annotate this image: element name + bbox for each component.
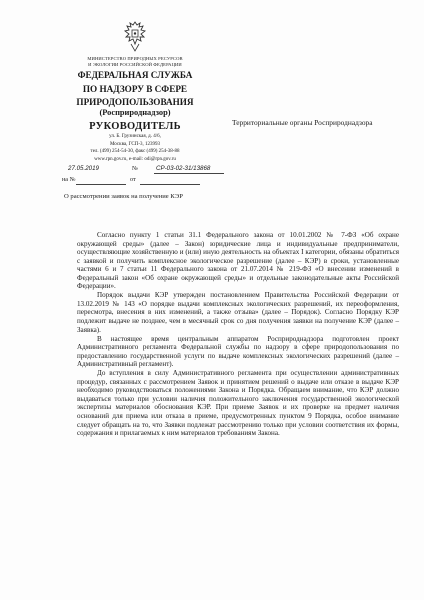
agency-short-name: (Росприроднадзор) bbox=[99, 107, 171, 117]
address-line: ул. Б. Грузинская, д. 4/6, bbox=[109, 133, 161, 139]
registration-line bbox=[68, 165, 228, 174]
recipient: Территориальные органы Росприроднадзора bbox=[232, 118, 373, 127]
phone-line: тел. (499) 254-54-30, факс (499) 254-38-88 bbox=[90, 149, 180, 155]
coat-of-arms-icon bbox=[122, 20, 148, 54]
underline bbox=[140, 184, 200, 185]
reference-from: от bbox=[130, 176, 136, 183]
letterhead bbox=[50, 20, 220, 163]
agency-name-line2: ПО НАДЗОРУ В СФЕРЕ bbox=[82, 83, 188, 94]
registration-date: 27.05.2019 bbox=[68, 165, 99, 172]
registration-number: СР-03-02-31/13868 bbox=[156, 165, 211, 172]
subject-line: О рассмотрении заявок на получение КЭР bbox=[64, 193, 183, 200]
underline bbox=[76, 184, 126, 185]
agency-name-line3: ПРИРОДОПОЛЬЗОВАНИЯ bbox=[76, 97, 194, 108]
agency-name-line1: ФЕДЕРАЛЬНАЯ СЛУЖБА bbox=[77, 70, 193, 80]
address-line: Москва, ГСП-3, 123993 bbox=[109, 141, 161, 147]
reference-prefix: на № bbox=[62, 176, 76, 183]
body-paragraph: До вступления в силу Административного регламента при осуществлении административных процедур, связанных с рассмотрением Заявок и принятием решений о выдаче или отказе в выдаче КЭР необходимо руководствоваться положениями Закона и Порядка. Обращаем внимание, что КЭР должно выдаваться только при условии наличия положительного заключения государственной экологической экспертизы материалов обоснования КЭР. При приеме Заявок и их проверке на предмет наличия оснований для приема или отказа в приеме, предусмотренных пунктом 9 Порядка, особое внимание следует обращать на то, что Заявки подлежат рассмотрению только при условии соответствия их формы, содержания и прилагаемых к ним материалов требованиям Закона. bbox=[77, 369, 399, 438]
number-sign: № bbox=[132, 165, 138, 172]
web-email-line: www.rpn.gov.ru, e-mail: odi@rpn.gov.ru bbox=[94, 157, 176, 163]
reference-line bbox=[62, 176, 222, 185]
sender-title: РУКОВОДИТЕЛЬ bbox=[89, 120, 181, 132]
letter-body bbox=[77, 231, 399, 438]
underline bbox=[154, 173, 224, 174]
ministry-name: МИНИСТЕРСТВО ПРИРОДНЫХ РЕСУРСОВ И ЭКОЛОГИИ РОССИЙСКОЙ ФЕДЕРАЦИИ bbox=[87, 56, 183, 67]
body-paragraph: Согласно пункту 1 статьи 31.1 Федерального закона от 10.01.2002 № 7-ФЗ «Об охране окружающей среды» (далее – Закон) юридические лица и индивидуальные предприниматели, осуществляющие хозяйственную и (или) иную деятельность на объектах I категории, обязаны обратиться с заявкой и получить комплексное экологическое разрешение (далее – КЭР) в сроки, установленные частями 6 и 7 статьи 11 Федерального закона от 21.07.2014 № 219-ФЗ «О внесении изменений в Федеральный закон «Об охране окружающей среды» и отдельные законодательные акты Российской Федерации». bbox=[77, 231, 399, 291]
body-paragraph: Порядок выдачи КЭР утвержден постановлением Правительства Российской Федерации от 13.02.2019 № 143 «О порядке выдачи комплексных экологических разрешений, их переоформления, пересмотра, внесения в них изменений, а также отзыва» (далее – Порядок). Согласно Порядку КЭР подлежит выдаче не позднее, чем в месячный срок со дня получения заявки на получение КЭР (далее – Заявка). bbox=[77, 291, 399, 334]
body-paragraph: В настоящее время центральным аппаратом Росприроднадзора подготовлен проект Административного регламента Федеральной службы по надзору в сфере природопользования по предоставлению государственной услуги по выдаче комплексных экологических разрешений (далее – Административный регламент). bbox=[77, 334, 399, 369]
